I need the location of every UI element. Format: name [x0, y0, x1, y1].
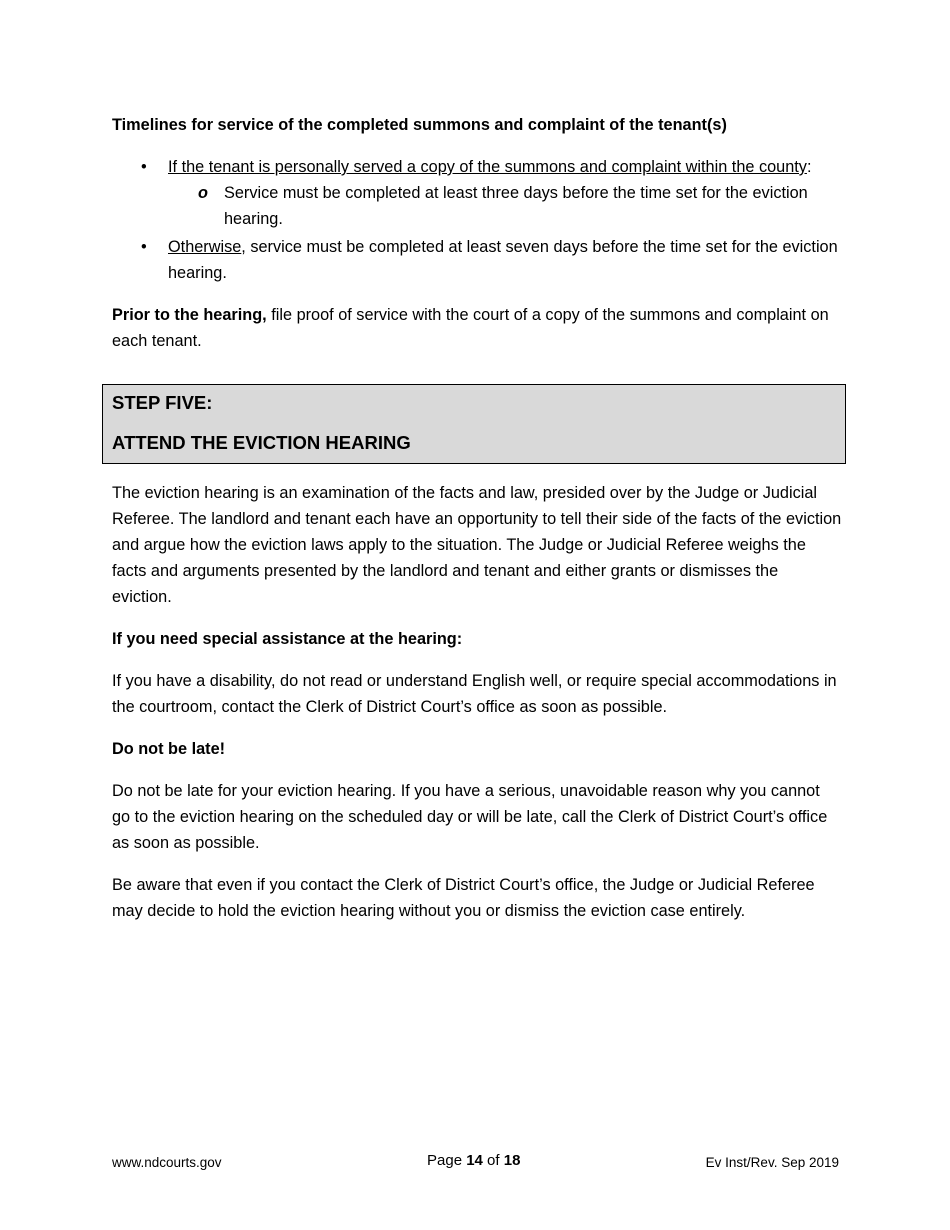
condition-colon: :	[806, 158, 812, 176]
otherwise-label: Otherwise	[168, 238, 242, 256]
seven-day-rule: , service must be completed at least seven days before the time set for the eviction hearing.	[168, 238, 838, 282]
service-timelines-heading: Timelines for service of the completed summons and complaint of the tenant(s)	[112, 116, 727, 134]
three-day-rule: Service must be completed at least three days before the time set for the eviction hearing.	[224, 184, 808, 228]
prior-to-hearing-paragraph	[112, 302, 842, 354]
special-assistance-paragraph: If you have a disability, do not read or understand English well, or require special accommodations in the courtroom, contact the Clerk of District Court’s office as soon as possible.	[112, 672, 837, 716]
do-not-be-late-paragraph: Do not be late for your eviction hearing. If you have a serious, unavoidable reason why you cannot go to the eviction hearing on the scheduled day or will be late, call the Clerk of District Court’s office as soon as possible.	[112, 782, 828, 852]
step-label: STEP FIVE:	[112, 392, 213, 413]
page-total: 18	[503, 1152, 521, 1169]
footer-website: www.ndcourts.gov	[112, 1155, 222, 1170]
page-of: of	[482, 1152, 504, 1169]
page-current: 14	[466, 1152, 483, 1169]
step-title: ATTEND THE EVICTION HEARING	[112, 432, 411, 453]
prior-to-hearing-label: Prior to the hearing,	[112, 306, 267, 324]
hearing-intro-paragraph: The eviction hearing is an examination of the facts and law, presided over by the Judge or Judicial Referee. The landlord and tenant each have an opportunity to tell their side of the facts of the eviction and argue how the eviction laws apply to the situation. The Judge or Judicial Referee weighs the facts and arguments presented by the landlord and tenant and either grants or dismisses the eviction.	[112, 484, 842, 606]
prior-to-hearing-text: file proof of service with the court of a copy of the summons and complaint on each tenant.	[112, 306, 829, 350]
sub-list-item	[168, 180, 842, 232]
be-aware-paragraph: Be aware that even if you contact the Clerk of District Court’s office, the Judge or Judicial Referee may decide to hold the eviction hearing without you or dismiss the eviction case entirely.	[112, 876, 815, 920]
personal-service-condition: If the tenant is personally served a copy of the summons and complaint within the county	[168, 158, 807, 176]
special-assistance-heading: If you need special assistance at the hearing:	[112, 630, 463, 648]
sub-list	[168, 180, 842, 232]
bullet-marker: •	[141, 158, 147, 176]
page-prefix: Page	[427, 1152, 467, 1169]
list-item	[112, 234, 842, 286]
service-timelines-list	[112, 154, 842, 286]
do-not-be-late-heading: Do not be late!	[112, 740, 226, 758]
list-item	[112, 154, 842, 232]
step-five-banner	[102, 384, 846, 464]
document-body	[112, 112, 842, 940]
bullet-marker: •	[141, 238, 147, 256]
sub-bullet-marker: o	[198, 184, 208, 202]
page-number	[427, 1152, 520, 1169]
footer-revision: Ev Inst/Rev. Sep 2019	[705, 1155, 839, 1170]
